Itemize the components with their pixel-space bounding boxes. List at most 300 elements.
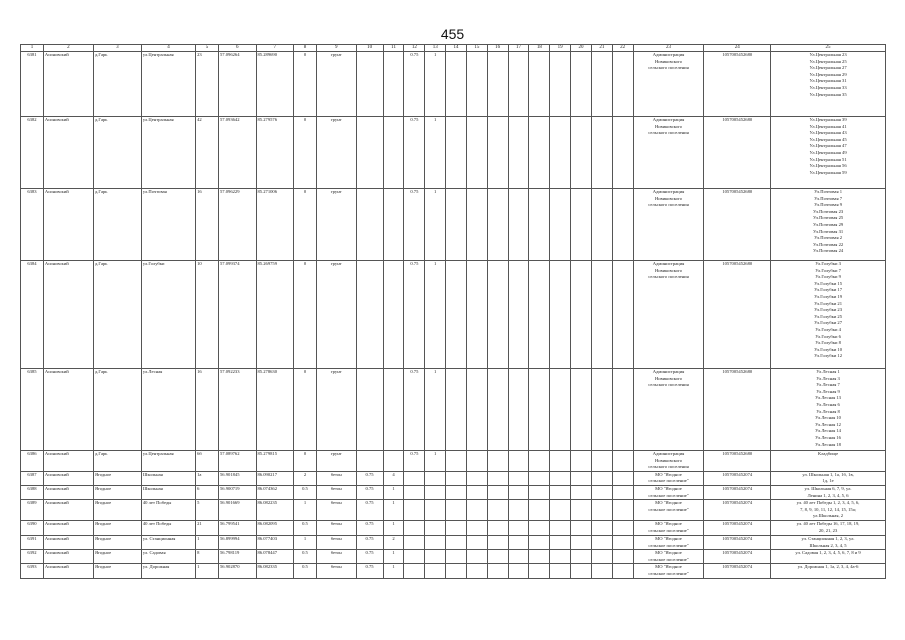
empty-cell — [529, 550, 550, 564]
district-cell: Асиновский — [43, 520, 93, 535]
address-line: Ул.Центральная 43 — [809, 130, 847, 136]
latitude-cell: 56.902870 — [218, 564, 256, 578]
owner-cell — [633, 535, 704, 549]
address-line: ул.Школьная, 2 — [813, 513, 844, 519]
empty-cell — [508, 520, 529, 535]
address-line: Ул.Центральная 39 — [809, 117, 847, 122]
address-line: ул. Садовая 1, 2, 3, 4, 5, 6, 7, 8 и 9 — [795, 550, 861, 556]
column-header: 19 — [550, 45, 571, 52]
empty-cell — [591, 564, 612, 578]
empty-cell — [446, 550, 467, 564]
area-cell: 0.5 — [294, 520, 317, 535]
empty-cell — [508, 471, 529, 485]
address-line: Ул.Центральная 35 — [809, 91, 847, 97]
row-number: 6387 — [21, 471, 44, 485]
address-line: Ул.Голубки 17 — [814, 287, 843, 293]
container-count-cell: 1 — [425, 369, 446, 451]
address-line: ул. Школьная 6, 7, 9, ул. — [804, 485, 852, 491]
surface-cell: бетон — [316, 500, 356, 521]
house-cell: 23 — [196, 52, 219, 117]
row-number: 6390 — [21, 520, 44, 535]
empty-cell — [550, 52, 571, 117]
street-cell: Школьная — [141, 485, 195, 499]
empty-cell — [529, 117, 550, 189]
district-cell: Асиновский — [43, 564, 93, 578]
addresses-cell — [771, 485, 886, 499]
ogrn-cell: 1057005452680 — [704, 261, 771, 369]
address-line: Ленина 1, 2, 3, 4, 5, 6 — [807, 492, 849, 498]
empty-cell — [612, 520, 633, 535]
capacity-cell — [404, 485, 425, 499]
table-row — [21, 117, 886, 189]
empty-cell — [550, 261, 571, 369]
owner-line: Новиковского — [654, 123, 683, 129]
owner-line: Администрация — [652, 451, 685, 456]
container-count-cell — [425, 550, 446, 564]
empty-cell — [612, 117, 633, 189]
empty-cell — [591, 471, 612, 485]
row-number: 6392 — [21, 550, 44, 564]
empty-cell — [612, 550, 633, 564]
volume-cell — [356, 117, 383, 189]
empty-cell — [550, 550, 571, 564]
column-header: 20 — [571, 45, 592, 52]
row-number: 6389 — [21, 500, 44, 521]
empty-cell — [591, 261, 612, 369]
street-cell: ул.Центральная — [141, 451, 195, 472]
empty-cell — [508, 550, 529, 564]
surface-cell: грунт — [316, 261, 356, 369]
address-line: Ул.Лесная 10 — [815, 415, 841, 421]
empty-cell — [612, 535, 633, 549]
volume-cell — [356, 369, 383, 451]
empty-cell — [487, 261, 508, 369]
ogrn-cell: 1057005452074 — [704, 550, 771, 564]
address-line: Ул.Почтовая 31 — [812, 228, 844, 234]
column-header: 25 — [771, 45, 886, 52]
count-cell: 4 — [383, 471, 404, 485]
empty-cell — [487, 117, 508, 189]
area-cell: 0 — [294, 369, 317, 451]
column-header: 11 — [383, 45, 404, 52]
column-header: 16 — [487, 45, 508, 52]
owner-line: сельского поселения — [648, 274, 689, 280]
volume-cell: 0.75 — [356, 485, 383, 499]
empty-cell — [550, 500, 571, 521]
owner-line: сельское поселение" — [648, 506, 689, 512]
owner-line: Новиковского — [654, 195, 683, 201]
column-header: 8 — [294, 45, 317, 52]
address-line: Ул.Голубки 3 — [815, 261, 841, 266]
column-header: 5 — [196, 45, 219, 52]
settlement-cell: Ягодное — [93, 535, 141, 549]
empty-cell — [446, 535, 467, 549]
owner-cell — [633, 189, 704, 261]
settlement-cell: Ягодное — [93, 564, 141, 578]
empty-cell — [487, 369, 508, 451]
empty-cell — [466, 261, 487, 369]
empty-cell — [529, 485, 550, 499]
volume-cell — [356, 52, 383, 117]
container-count-cell — [425, 564, 446, 578]
owner-line: Администрация — [652, 52, 685, 57]
address-line: Ул.Почтовая 23 — [812, 208, 844, 214]
longitude-cell: 86.082335 — [256, 564, 294, 578]
area-cell: 0 — [294, 189, 317, 261]
container-count-cell — [425, 535, 446, 549]
empty-cell — [571, 52, 592, 117]
empty-cell — [446, 261, 467, 369]
count-cell — [383, 451, 404, 472]
empty-cell — [466, 52, 487, 117]
latitude-cell: 57.096264 — [218, 52, 256, 117]
column-header: 3 — [93, 45, 141, 52]
empty-cell — [571, 550, 592, 564]
empty-cell — [446, 520, 467, 535]
table-row — [21, 189, 886, 261]
count-cell: 1 — [383, 564, 404, 578]
surface-cell: грунт — [316, 52, 356, 117]
owner-cell — [633, 451, 704, 472]
owner-line: сельское поселение" — [648, 478, 689, 484]
empty-cell — [612, 500, 633, 521]
empty-cell — [466, 471, 487, 485]
empty-cell — [612, 471, 633, 485]
address-line: Ул.Центральная 59 — [809, 169, 847, 175]
volume-cell: 0.75 — [356, 471, 383, 485]
empty-cell — [529, 369, 550, 451]
ogrn-cell: 1057005452680 — [704, 189, 771, 261]
owner-cell — [633, 117, 704, 189]
empty-cell — [550, 564, 571, 578]
address-line: ул. Дорожная 1, 1а, 2, 3, 4, 4а-6 — [797, 564, 859, 570]
table-row — [21, 550, 886, 564]
address-line: Ул.Лесная 8 — [816, 408, 840, 414]
owner-line: МО "Ягодное — [655, 500, 682, 506]
empty-cell — [487, 52, 508, 117]
capacity-cell: 0.75 — [404, 451, 425, 472]
surface-cell: бетон — [316, 550, 356, 564]
addresses-cell — [771, 520, 886, 535]
address-line: Ул.Центральная 33 — [809, 84, 847, 90]
ogrn-cell: 1057005452074 — [704, 485, 771, 499]
count-cell — [383, 117, 404, 189]
owner-line: сельское поселение" — [648, 556, 689, 562]
street-cell: ул.Голубки — [141, 261, 195, 369]
address-line: Кладбище — [818, 451, 839, 456]
volume-cell: 0.75 — [356, 564, 383, 578]
column-header: 7 — [256, 45, 294, 52]
empty-cell — [612, 52, 633, 117]
address-line: Ул.Центральная 41 — [809, 123, 847, 129]
empty-cell — [508, 189, 529, 261]
owner-line: Администрация — [652, 117, 685, 122]
latitude-cell: 56.900719 — [218, 485, 256, 499]
empty-cell — [487, 451, 508, 472]
capacity-cell: 0.75 — [404, 369, 425, 451]
address-line: Школьная 2, 3, 4, 5 — [809, 542, 847, 548]
ogrn-cell: 1057005452680 — [704, 369, 771, 451]
empty-cell — [466, 550, 487, 564]
street-cell: ул.Почтовая — [141, 189, 195, 261]
table-row — [21, 520, 886, 535]
addresses-cell — [771, 564, 886, 578]
owner-line: МО "Ягодное — [655, 471, 682, 477]
address-line: Ул.Голубки 10 — [814, 346, 843, 352]
address-line: Ул.Центральная 23 — [809, 52, 847, 57]
empty-cell — [466, 189, 487, 261]
empty-cell — [550, 117, 571, 189]
empty-cell — [466, 485, 487, 499]
surface-cell: бетон — [316, 485, 356, 499]
district-cell: Асиновский — [43, 261, 93, 369]
owner-line: сельское поселение" — [648, 570, 689, 576]
empty-cell — [591, 52, 612, 117]
volume-cell: 0.75 — [356, 500, 383, 521]
empty-cell — [550, 485, 571, 499]
owner-line: МО "Ягодное — [655, 520, 682, 526]
count-cell — [383, 369, 404, 451]
owner-cell — [633, 500, 704, 521]
empty-cell — [446, 369, 467, 451]
surface-cell: грунт — [316, 369, 356, 451]
empty-cell — [446, 564, 467, 578]
district-cell: Асиновский — [43, 189, 93, 261]
address-line: Ул.Голубки 19 — [814, 293, 843, 299]
address-line: Ул.Центральная 56 — [809, 163, 847, 169]
empty-cell — [591, 189, 612, 261]
column-header: 17 — [508, 45, 529, 52]
table-row — [21, 535, 886, 549]
owner-cell — [633, 52, 704, 117]
table-row — [21, 485, 886, 499]
surface-cell: бетон — [316, 564, 356, 578]
row-number: 6382 — [21, 117, 44, 189]
empty-cell — [612, 451, 633, 472]
container-count-cell — [425, 500, 446, 521]
latitude-cell: 56.798119 — [218, 550, 256, 564]
empty-cell — [508, 500, 529, 521]
address-line: Ул.Голубки 7 — [815, 267, 841, 273]
column-header: 4 — [141, 45, 195, 52]
column-header: 14 — [446, 45, 467, 52]
owner-line: Администрация — [652, 189, 685, 194]
empty-cell — [612, 369, 633, 451]
empty-cell — [550, 189, 571, 261]
column-header: 23 — [633, 45, 704, 52]
empty-cell — [591, 500, 612, 521]
table-row — [21, 369, 886, 451]
column-header: 12 — [404, 45, 425, 52]
address-line: Ул.Центральная 45 — [809, 136, 847, 142]
ogrn-cell: 1057005452074 — [704, 535, 771, 549]
address-line: Ул.Голубки 27 — [814, 320, 843, 326]
column-header: 13 — [425, 45, 446, 52]
count-cell — [383, 52, 404, 117]
owner-line: сельского поселения — [648, 202, 689, 208]
address-line: Ул.Лесная 1 — [816, 369, 840, 374]
owner-line: МО "Ягодное — [655, 550, 682, 556]
longitude-cell: 86.078447 — [256, 550, 294, 564]
address-line: Ул.Почтовая 1 — [814, 189, 843, 194]
street-cell: ул.Центральная — [141, 117, 195, 189]
empty-cell — [529, 52, 550, 117]
surface-cell: грунт — [316, 451, 356, 472]
empty-cell — [446, 500, 467, 521]
empty-cell — [508, 117, 529, 189]
longitude-cell: 85.279815 — [256, 451, 294, 472]
ogrn-cell: 1057005452074 — [704, 564, 771, 578]
address-line: Ул.Почтовая 25 — [812, 215, 844, 221]
settlement-cell: д.Гарь — [93, 451, 141, 472]
address-line: Ул.Центральная 49 — [809, 149, 847, 155]
address-line: Ул.Почтовая 24 — [812, 248, 844, 254]
longitude-cell: 86.077403 — [256, 535, 294, 549]
empty-cell — [487, 550, 508, 564]
owner-line: Новиковского — [654, 58, 683, 64]
empty-cell — [529, 471, 550, 485]
latitude-cell: 56.899994 — [218, 535, 256, 549]
addresses-cell — [771, 189, 886, 261]
house-cell: 16 — [196, 369, 219, 451]
empty-cell — [571, 261, 592, 369]
house-cell: 1 — [196, 535, 219, 549]
ogrn-cell: 1057005452074 — [704, 500, 771, 521]
capacity-cell: 0.75 — [404, 189, 425, 261]
house-cell: 6 — [196, 485, 219, 499]
address-line: Ул.Центральная 25 — [809, 58, 847, 64]
address-line: Ул.Голубки 23 — [814, 307, 843, 313]
address-line: Ул.Голубки 9 — [815, 274, 841, 280]
house-cell: 16 — [196, 189, 219, 261]
latitude-cell: 57.093642 — [218, 117, 256, 189]
volume-cell — [356, 261, 383, 369]
count-cell — [383, 189, 404, 261]
column-header: 22 — [612, 45, 633, 52]
empty-cell — [571, 471, 592, 485]
empty-cell — [446, 471, 467, 485]
address-line: Ул.Лесная 7 — [816, 382, 840, 388]
container-count-cell: 1 — [425, 261, 446, 369]
column-header: 10 — [356, 45, 383, 52]
empty-cell — [487, 535, 508, 549]
owner-cell — [633, 564, 704, 578]
latitude-cell: 57.099374 — [218, 261, 256, 369]
owner-line: Новиковского — [654, 267, 683, 273]
ogrn-cell: 1057005452680 — [704, 52, 771, 117]
empty-cell — [591, 535, 612, 549]
empty-cell — [487, 485, 508, 499]
owner-line: сельское поселение" — [648, 542, 689, 548]
column-header: 6 — [218, 45, 256, 52]
column-header: 18 — [529, 45, 550, 52]
address-line: ул. 40 лет Победы 16, 17, 18, 19, — [796, 520, 860, 526]
surface-cell: грунт — [316, 117, 356, 189]
address-line: Ул.Почтовая 22 — [812, 241, 844, 247]
addresses-cell — [771, 471, 886, 485]
addresses-cell — [771, 451, 886, 472]
address-line: Ул.Голубки 12 — [814, 353, 843, 359]
empty-cell — [529, 500, 550, 521]
row-number: 6383 — [21, 189, 44, 261]
container-count-cell: 1 — [425, 189, 446, 261]
count-cell: 1 — [383, 550, 404, 564]
table-row — [21, 451, 886, 472]
settlement-cell: д.Гарь — [93, 261, 141, 369]
owner-line: сельского поселения — [648, 382, 689, 388]
empty-cell — [591, 550, 612, 564]
empty-cell — [571, 535, 592, 549]
addresses-cell — [771, 500, 886, 521]
column-numbers-row — [21, 45, 886, 52]
empty-cell — [612, 189, 633, 261]
address-line: Ул.Центральная 31 — [809, 78, 847, 84]
street-cell: ул.Лесная — [141, 369, 195, 451]
container-count-cell — [425, 520, 446, 535]
table-body — [21, 52, 886, 579]
column-header: 15 — [466, 45, 487, 52]
area-cell: 1 — [294, 500, 317, 521]
surface-cell: бетон — [316, 520, 356, 535]
address-line: Ул.Почтовая 2 — [814, 235, 843, 241]
owner-cell — [633, 471, 704, 485]
container-count-cell — [425, 485, 446, 499]
table-row — [21, 471, 886, 485]
empty-cell — [466, 451, 487, 472]
house-cell: 1а — [196, 471, 219, 485]
page-number: 455 — [440, 26, 465, 42]
address-line: Ул.Лесная 16 — [815, 434, 841, 440]
address-line: Ул.Голубки 25 — [814, 313, 843, 319]
empty-cell — [550, 535, 571, 549]
district-cell: Асиновский — [43, 471, 93, 485]
addresses-cell — [771, 52, 886, 117]
owner-line: МО "Ягодное — [655, 485, 682, 491]
owner-line: сельское поселение" — [648, 527, 689, 533]
empty-cell — [487, 564, 508, 578]
empty-cell — [446, 52, 467, 117]
address-line: ул. Школьная 1, 1а, 1б, 1в, — [802, 471, 854, 477]
volume-cell: 0.75 — [356, 520, 383, 535]
address-line: Ул.Центральная 27 — [809, 65, 847, 71]
empty-cell — [591, 117, 612, 189]
empty-cell — [466, 500, 487, 521]
ogrn-cell: 1057005452680 — [704, 117, 771, 189]
street-cell: Школьная — [141, 471, 195, 485]
empty-cell — [571, 500, 592, 521]
empty-cell — [612, 261, 633, 369]
empty-cell — [487, 520, 508, 535]
capacity-cell — [404, 535, 425, 549]
owner-line: МО "Ягодное — [655, 535, 682, 541]
address-line: Ул.Центральная 29 — [809, 71, 847, 77]
capacity-cell — [404, 564, 425, 578]
empty-cell — [529, 261, 550, 369]
empty-cell — [550, 520, 571, 535]
longitude-cell: 85.289690 — [256, 52, 294, 117]
addresses-cell — [771, 261, 886, 369]
capacity-cell: 0.75 — [404, 117, 425, 189]
surface-cell: бетон — [316, 471, 356, 485]
count-cell: 1 — [383, 520, 404, 535]
area-cell: 0.5 — [294, 550, 317, 564]
count-cell: 1 — [383, 500, 404, 521]
volume-cell: 0.75 — [356, 550, 383, 564]
empty-cell — [487, 189, 508, 261]
owner-cell — [633, 550, 704, 564]
table-row — [21, 261, 886, 369]
count-cell: 2 — [383, 535, 404, 549]
